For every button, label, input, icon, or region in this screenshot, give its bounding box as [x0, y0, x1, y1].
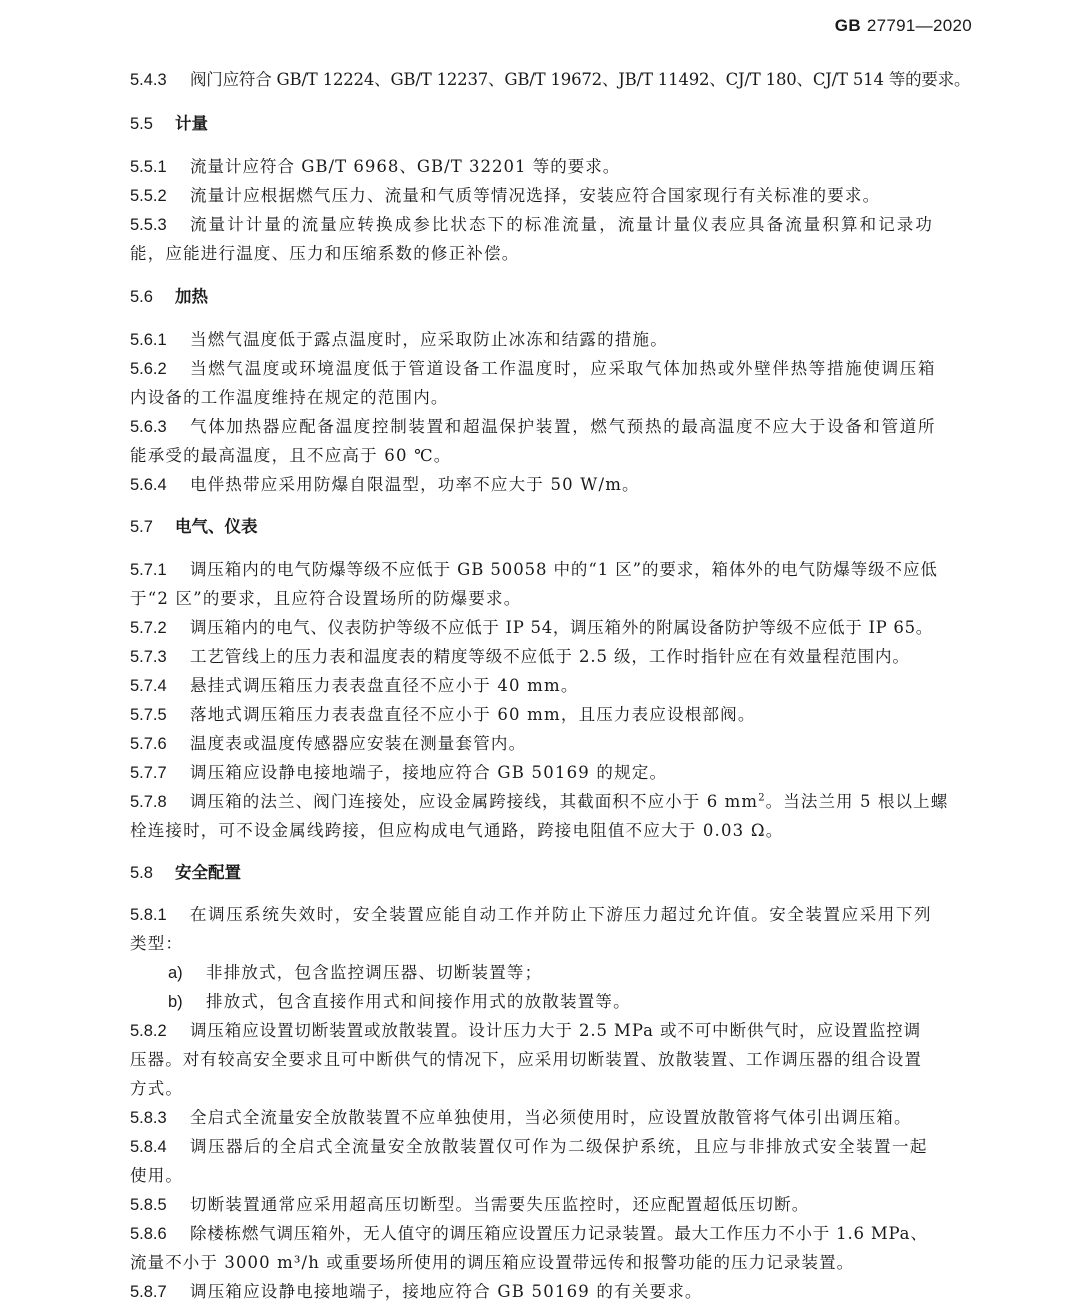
clause-5-8-1: 5.8.1 在调压系统失效时，安全装置应能自动工作并防止下游压力超过允许值。安全装置应采用下列 [130, 905, 933, 924]
section-5-7-heading: 5.7 电气、仪表 [130, 517, 258, 536]
section-5-6-heading: 5.6 加热 [130, 287, 208, 306]
clause-5-8-1-item-b: b) 排放式，包含直接作用式和间接作用式的放散装置等。 [168, 992, 631, 1011]
section-5-5-heading: 5.5 计量 [130, 114, 208, 133]
clause-5-8-6-cont: 流量不小于 3000 m³/h 或重要场所使用的调压箱应设置带远传和报警功能的压力记录装置。 [130, 1253, 855, 1272]
clause-5-8-5: 5.8.5 切断装置通常应采用超高压切断型。当需要失压监控时，还应配置超低压切断。 [130, 1195, 810, 1214]
clause-5-4-3: 5.4.3 阀门应符合 GB/T 12224、GB/T 12237、GB/T 19672、JB/T 11492、CJ/T 180、CJ/T 514 等的要求。 [130, 70, 971, 89]
clause-5-5-2: 5.5.2 流量计应根据燃气压力、流量和气质等情况选择，安装应符合国家现行有关标准的要求。 [130, 186, 881, 205]
clause-5-7-6: 5.7.6 温度表或温度传感器应安装在测量套管内。 [130, 734, 527, 753]
clause-5-8-4: 5.8.4 调压器后的全启式全流量安全放散装置仅可作为二级保护系统，且应与非排放式安全装置一起 [130, 1137, 928, 1156]
clause-5-8-4-cont: 使用。 [130, 1166, 184, 1185]
clause-5-8-2-cont-2: 方式。 [130, 1079, 184, 1098]
clause-5-6-1: 5.6.1 当燃气温度低于露点温度时，应采取防止冰冻和结露的措施。 [130, 330, 668, 349]
clause-5-8-2: 5.8.2 调压箱应设置切断装置或放散装置。设计压力大于 2.5 MPa 或不可中断供气时，应设置监控调 [130, 1021, 921, 1040]
clause-5-7-4: 5.7.4 悬挂式调压箱压力表表盘直径不应小于 40 mm。 [130, 676, 579, 695]
standard-prefix: GB [834, 16, 861, 35]
clause-5-7-7: 5.7.7 调压箱应设静电接地端子，接地应符合 GB 50169 的规定。 [130, 763, 668, 782]
clause-5-7-3: 5.7.3 工艺管线上的压力表和温度表的精度等级不应低于 2.5 级，工作时指针应在有效量程范围内。 [130, 647, 910, 666]
clause-5-5-3: 5.5.3 流量计计量的流量应转换成参比状态下的标准流量，流量计量仪表应具备流量积算和记录功 [130, 215, 934, 234]
clause-5-7-2: 5.7.2 调压箱内的电气、仪表防护等级不应低于 IP 54，调压箱外的附属设备防护等级不应低于 IP 65。 [130, 618, 934, 637]
clause-5-8-7: 5.8.7 调压箱应设静电接地端子，接地应符合 GB 50169 的有关要求。 [130, 1282, 703, 1301]
section-5-8-heading: 5.8 安全配置 [130, 863, 241, 882]
clause-5-6-3-cont: 能承受的最高温度，且不应高于 60 ℃。 [130, 446, 452, 465]
clause-5-5-1: 5.5.1 流量计应符合 GB/T 6968、GB/T 32201 等的要求。 [130, 157, 621, 176]
clause-5-8-1-item-a: a) 非排放式，包含监控调压器、切断装置等； [168, 963, 543, 982]
clause-5-6-3: 5.6.3 气体加热器应配备温度控制装置和超温保护装置，燃气预热的最高温度不应大于设备和管道所 [130, 417, 937, 436]
clause-5-8-1-cont: 类型： [130, 934, 184, 953]
clause-5-7-8: 5.7.8 调压箱的法兰、阀门连接处，应设金属跨接线，其截面积不应小于 6 $mm^2$。当法兰用 5 根以上螺 [130, 792, 949, 811]
clause-5-7-1-cont: 于“2 区”的要求，且应符合设置场所的防爆要求。 [130, 589, 522, 608]
standard-code: 27791—2020 [866, 16, 972, 35]
clause-5-8-3: 5.8.3 全启式全流量安全放散装置不应单独使用，当必须使用时，应设置放散管将气体引出调压箱。 [130, 1108, 912, 1127]
clause-5-5-3-cont: 能，应能进行温度、压力和压缩系数的修正补偿。 [130, 244, 520, 263]
clause-5-8-2-cont-1: 压器。对有较高安全要求且可中断供气的情况下，应采用切断装置、放散装置、工作调压器的组合设置 [130, 1050, 922, 1069]
clause-5-8-6: 5.8.6 除楼栋燃气调压箱外，无人值守的调压箱应设置压力记录装置。最大工作压力不小于 1.6 MPa、 [130, 1224, 928, 1243]
clause-5-7-5: 5.7.5 落地式调压箱压力表表盘直径不应小于 60 mm，且压力表应设根部阀。 [130, 705, 756, 724]
clause-5-6-4: 5.6.4 电伴热带应采用防爆自限温型，功率不应大于 50 W/m。 [130, 475, 640, 494]
standard-number [835, 16, 972, 36]
clause-5-7-8-cont: 栓连接时，可不设金属线跨接，但应构成电气通路，跨接电阻值不应大于 0.03 Ω。 [130, 821, 784, 840]
clause-5-6-2: 5.6.2 当燃气温度或环境温度低于管道设备工作温度时，应采取气体加热或外壁伴热等措施使调压箱 [130, 359, 937, 378]
clause-5-6-2-cont: 内设备的工作温度维持在规定的范围内。 [130, 388, 449, 407]
clause-5-7-1: 5.7.1 调压箱内的电气防爆等级不应低于 GB 50058 中的“1 区”的要求，箱体外的电气防爆等级不应低 [130, 560, 938, 579]
